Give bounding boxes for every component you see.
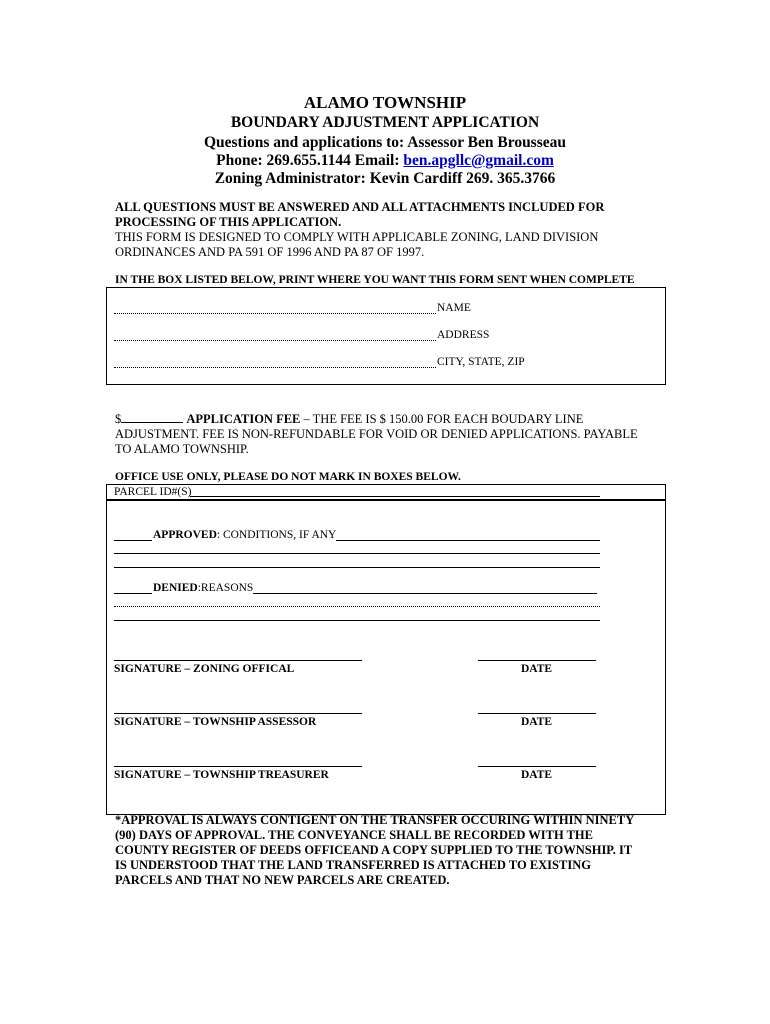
conditions-line-2 <box>114 553 600 554</box>
signature-line-treasurer <box>114 766 362 767</box>
approved-label: APPROVED <box>153 529 217 541</box>
denied-suffix: :REASONS <box>197 582 254 594</box>
notice-line: PARCELS AND THAT NO NEW PARCELS ARE CREATED. <box>115 873 450 887</box>
name-label: NAME <box>437 302 471 314</box>
reasons-line-2 <box>114 606 600 607</box>
signature-label-assessor: SIGNATURE – TOWNSHIP ASSESSOR <box>114 716 317 728</box>
date-label-assessor: DATE <box>521 716 553 728</box>
approved-blank <box>114 540 152 541</box>
office-heading: OFFICE USE ONLY, PLEASE DO NOT MARK IN BOXES BELOW. <box>115 471 461 483</box>
address-instruction: IN THE BOX LISTED BELOW, PRINT WHERE YOU WANT THIS FORM SENT WHEN COMPLETE <box>115 274 635 286</box>
approved-suffix: : CONDITIONS, IF ANY <box>216 529 337 541</box>
intro-line-3: THIS FORM IS DESIGNED TO COMPLY WITH APPLICABLE ZONING, LAND DIVISION <box>115 230 599 244</box>
page-title: ALAMO TOWNSHIP <box>303 93 467 112</box>
reasons-line-3 <box>114 620 600 621</box>
phone-text: Phone: 269.655.1144 Email: <box>216 152 404 169</box>
parcel-label: PARCEL ID#(S) <box>114 486 192 498</box>
intro-line-4: ORDINANCES AND PA 591 OF 1996 AND PA 87 OF 1997. <box>115 245 425 259</box>
zoning-line: Zoning Administrator: Kevin Cardiff 269. 365.3766 <box>214 170 556 187</box>
signature-line-zoning <box>114 660 362 661</box>
email-link[interactable]: ben.apgllc@gmail.com <box>403 152 554 169</box>
date-label-zoning: DATE <box>521 663 553 675</box>
questions-line: Questions and applications to: Assessor Ben Brousseau <box>203 134 567 151</box>
notice-line: (90) DAYS OF APPROVAL. THE CONVEYANCE SHALL BE RECORDED WITH THE <box>115 828 593 842</box>
fee-dollar: $ <box>115 412 122 426</box>
date-line-treasurer <box>478 766 596 767</box>
city-state-zip-label: CITY, STATE, ZIP <box>437 356 525 368</box>
intro-bold-2: PROCESSING OF THIS APPLICATION. <box>115 215 342 229</box>
date-line-assessor <box>478 713 596 714</box>
city-state-zip-line[interactable] <box>114 367 436 368</box>
signature-label-zoning: SIGNATURE – ZONING OFFICAL <box>114 663 295 675</box>
fee-text: – THE FEE IS $ 150.00 FOR EACH BOUDARY LINE <box>300 412 584 426</box>
notice-line: IS UNDERSTOOD THAT THE LAND TRANSFERRED IS ATTACHED TO EXISTING <box>115 858 591 872</box>
conditions-line-1 <box>336 540 600 541</box>
fee-block <box>115 412 675 457</box>
denied-row <box>153 582 253 594</box>
denied-blank <box>114 593 152 594</box>
parcel-line <box>190 496 600 497</box>
fee-line-3: TO ALAMO TOWNSHIP. <box>115 442 249 456</box>
name-line[interactable] <box>114 313 436 314</box>
intro-bold-1: ALL QUESTIONS MUST BE ANSWERED AND ALL ATTACHMENTS INCLUDED FOR <box>115 200 605 214</box>
address-line[interactable] <box>114 340 436 341</box>
reasons-line-1 <box>253 593 597 594</box>
fee-line-2: ADJUSTMENT. FEE IS NON-REFUNDABLE FOR VOID OR DENIED APPLICATIONS. PAYABLE <box>115 427 638 441</box>
date-line-zoning <box>478 660 596 661</box>
fee-amount-line[interactable] <box>121 422 183 423</box>
conditions-line-3 <box>114 567 600 568</box>
notice-line: COUNTY REGISTER OF DEEDS OFFICEAND A COPY SUPPLIED TO THE TOWNSHIP. IT <box>115 843 633 857</box>
approval-notice <box>115 813 685 888</box>
signature-label-treasurer: SIGNATURE – TOWNSHIP TREASURER <box>114 769 329 781</box>
address-label: ADDRESS <box>437 329 490 341</box>
office-box <box>106 499 666 815</box>
date-label-treasurer: DATE <box>521 769 553 781</box>
form-subtitle: BOUNDARY ADJUSTMENT APPLICATION <box>230 114 540 131</box>
fee-label: APPLICATION FEE <box>186 412 301 426</box>
notice-line: *APPROVAL IS ALWAYS CONTIGENT ON THE TRANSFER OCCURING WITHIN NINETY <box>115 813 635 827</box>
denied-label: DENIED <box>153 582 198 594</box>
intro-block <box>115 200 675 260</box>
signature-line-assessor <box>114 713 362 714</box>
approved-row <box>153 529 336 541</box>
contact-line <box>0 152 770 170</box>
address-box <box>106 287 666 385</box>
